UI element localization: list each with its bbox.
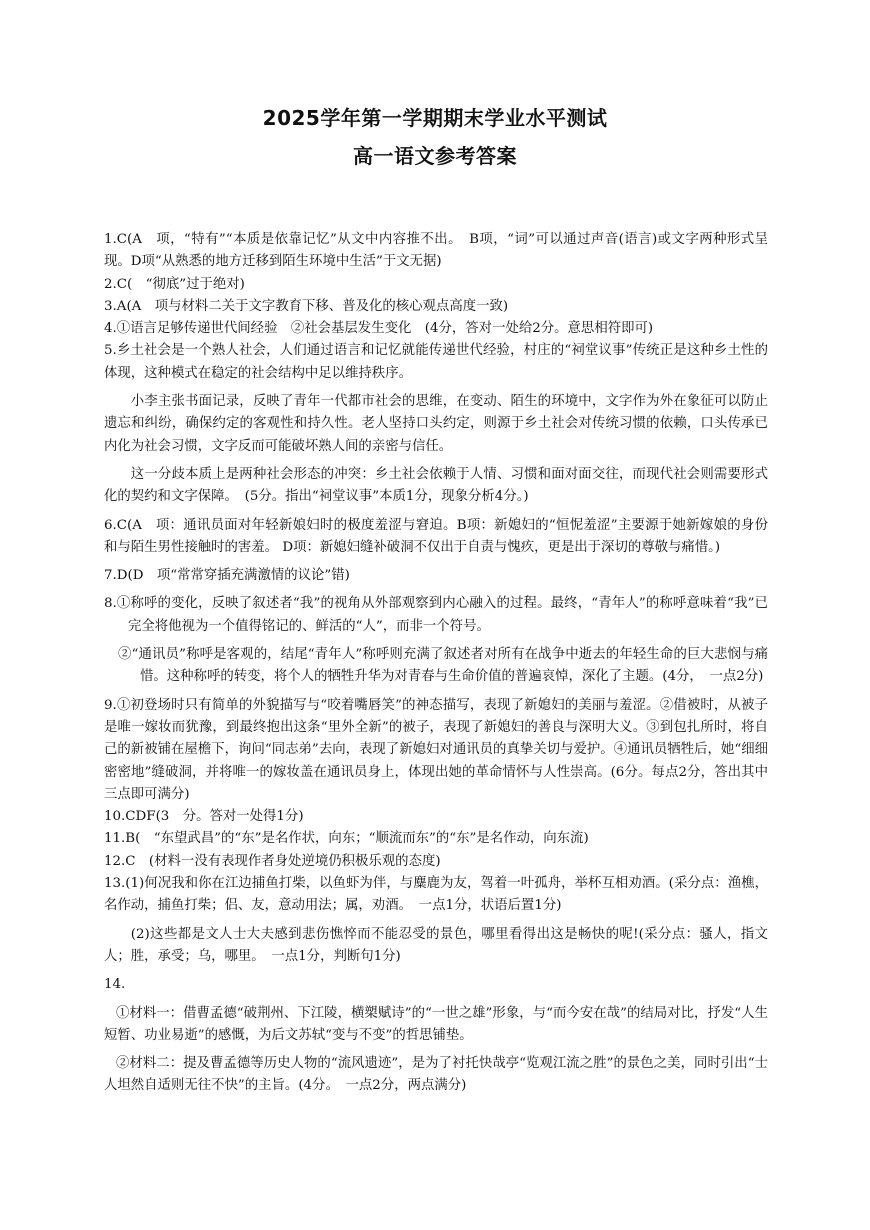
document-subtitle: 高一语文参考答案 [353,144,517,168]
answer-9: 9.①初登场时只有简单的外貌描写与“咬着嘴唇笑”的神态描写，表现了新媳妇的美丽与羞涩。②借被时，从被子是唯一嫁妆而犹豫，到最终抱出这条“里外全新”的被子，表现了新媳妇的善良与深明大义。③到包扎所时，将自己的新被铺在屋檐下，询问“同志弟”去向，表现了新媳妇对通讯员的真挚关切与爱护。④通讯员牺牲后，她“细细密密地”缝破洞，并将唯一的嫁妆盖在通讯员身上，体现出她的革命情怀与人性崇高。(6分。每点2分，答出其中三点即可满分) [104,697,768,802]
answer-11: 11.B( “东望武昌”的“东”是名作状，向东；“顺流而东”的“东”是名作动，向东流) [104,831,589,847]
answer-12: 12.C (材料一没有表现作者身处逆境仍积极乐观的态度) [104,853,441,869]
answer-13-part-2: (2)这些都是文人士大夫感到悲伤憔悴而不能忍受的景色，哪里看得出这是畅快的呢!(采分点：骚人，指文人；胜，承受；乌，哪里。 一点1分，判断句1分) [104,926,768,964]
answer-13-part-1: 13.(1)何况我和你在江边捕鱼打柴，以鱼虾为伴，与麋鹿为友，驾着一叶孤舟，举杯互相劝酒。(采分点：渔樵，名作动，捕鱼打柴；侣、友，意动用法；属，劝酒。 一点1分，状语后置1分) [104,876,768,914]
answer-14-point-2: ②材料二：提及曹孟德等历史人物的“流风遗迹”，是为了衬托快哉亭“览观江流之胜”的景色之美，同时引出“士人坦然自适则无往不快”的主旨。(4分。 一点2分，两点满分) [104,1056,768,1094]
answer-3: 3.A(A 项与材料二关于文字教育下移、普及化的核心观点高度一致) [104,298,509,314]
answer-2: 2.C( “彻底”过于绝对) [104,276,245,292]
document-title: 2025学年第一学期期末学业水平测试 [262,106,608,130]
answer-8-point-2: ②“通讯员”称呼是客观的，结尾“青年人”称呼则充满了叙述者对所有在战争中逝去的年轻生命的巨大悲悯与痛惜。这种称呼的转变，将个人的牺牲升华为对青春与生命价值的普遍哀悼，深化了主题。(4分， 一点2分) [118,647,768,685]
answer-5-para-3: 这一分歧本质上是两种社会形态的冲突：乡土社会依赖于人情、习惯和面对面交往，而现代社会则需要形式化的契约和文字保障。 (5分。指出“祠堂议事”本质1分，现象分析4分。) [104,466,768,505]
answer-list [104,229,768,1098]
answer-1: 1.C(A 项，“特有”“本质是依靠记忆”从文中内容推不出。 B项，“词”可以通过声音(语言)或文字两种形式呈现。D项“从熟悉的地方迁移到陌生环境中生活”于文无据) [104,232,768,270]
answer-14-point-1: ①材料一：借曹孟德“破荆州、下江陵，横槊赋诗”的“一世之雄”形象，与“而今安在哉”的结局对比，抒发“人生短暂、功业易逝”的感慨，为后文苏轼“变与不变”的哲思铺垫。 [104,1005,768,1043]
answer-5-para-2: 小李主张书面记录，反映了青年一代都市社会的思维，在变动、陌生的环境中，文字作为外在象征可以防止遗忘和纠纷，确保约定的客观性和持久性。老人坚持口头约定，则源于乡土社会对传统习惯的依赖，口头传承已内化为社会习惯，文字反而可能破坏熟人间的亲密与信任。 [104,394,768,454]
answer-14-heading: 14. [104,977,126,993]
answer-6: 6.C(A 项：通讯员面对年轻新娘妇时的极度羞涩与窘迫。B项：新媳妇的“恒怩羞涩”主要源于她新嫁娘的身份和与陌生男性接触时的害羞。 D项：新媳妇缝补破洞不仅出于自责与愧疚，更是出于深切的尊敬与痛惜。) [104,517,768,555]
answer-8-point-1: 8.①称呼的变化，反映了叙述者“我”的视角从外部观察到内心融入的过程。最终，“青年人”的称呼意味着“我”已完全将他视为一个值得铭记的、鲜活的“人”，而非一个符号。 [104,596,768,634]
answer-10: 10.CDF(3 分。答对一处得1分) [104,809,304,825]
answer-4: 4.①语言足够传递世代间经验 ②社会基层发生变化 (4分，答对一处给2分。意思相符即可) [104,321,654,337]
answer-5-para-1: 5.乡土社会是一个熟人社会，人们通过语言和记忆就能传递世代经验，村庄的“祠堂议事”传统正是这种乡土性的体现，这种模式在稳定的社会结构中足以维持秩序。 [104,343,768,381]
answer-7: 7.D(D 项“常常穿插充满激情的议论”错) [104,568,350,584]
